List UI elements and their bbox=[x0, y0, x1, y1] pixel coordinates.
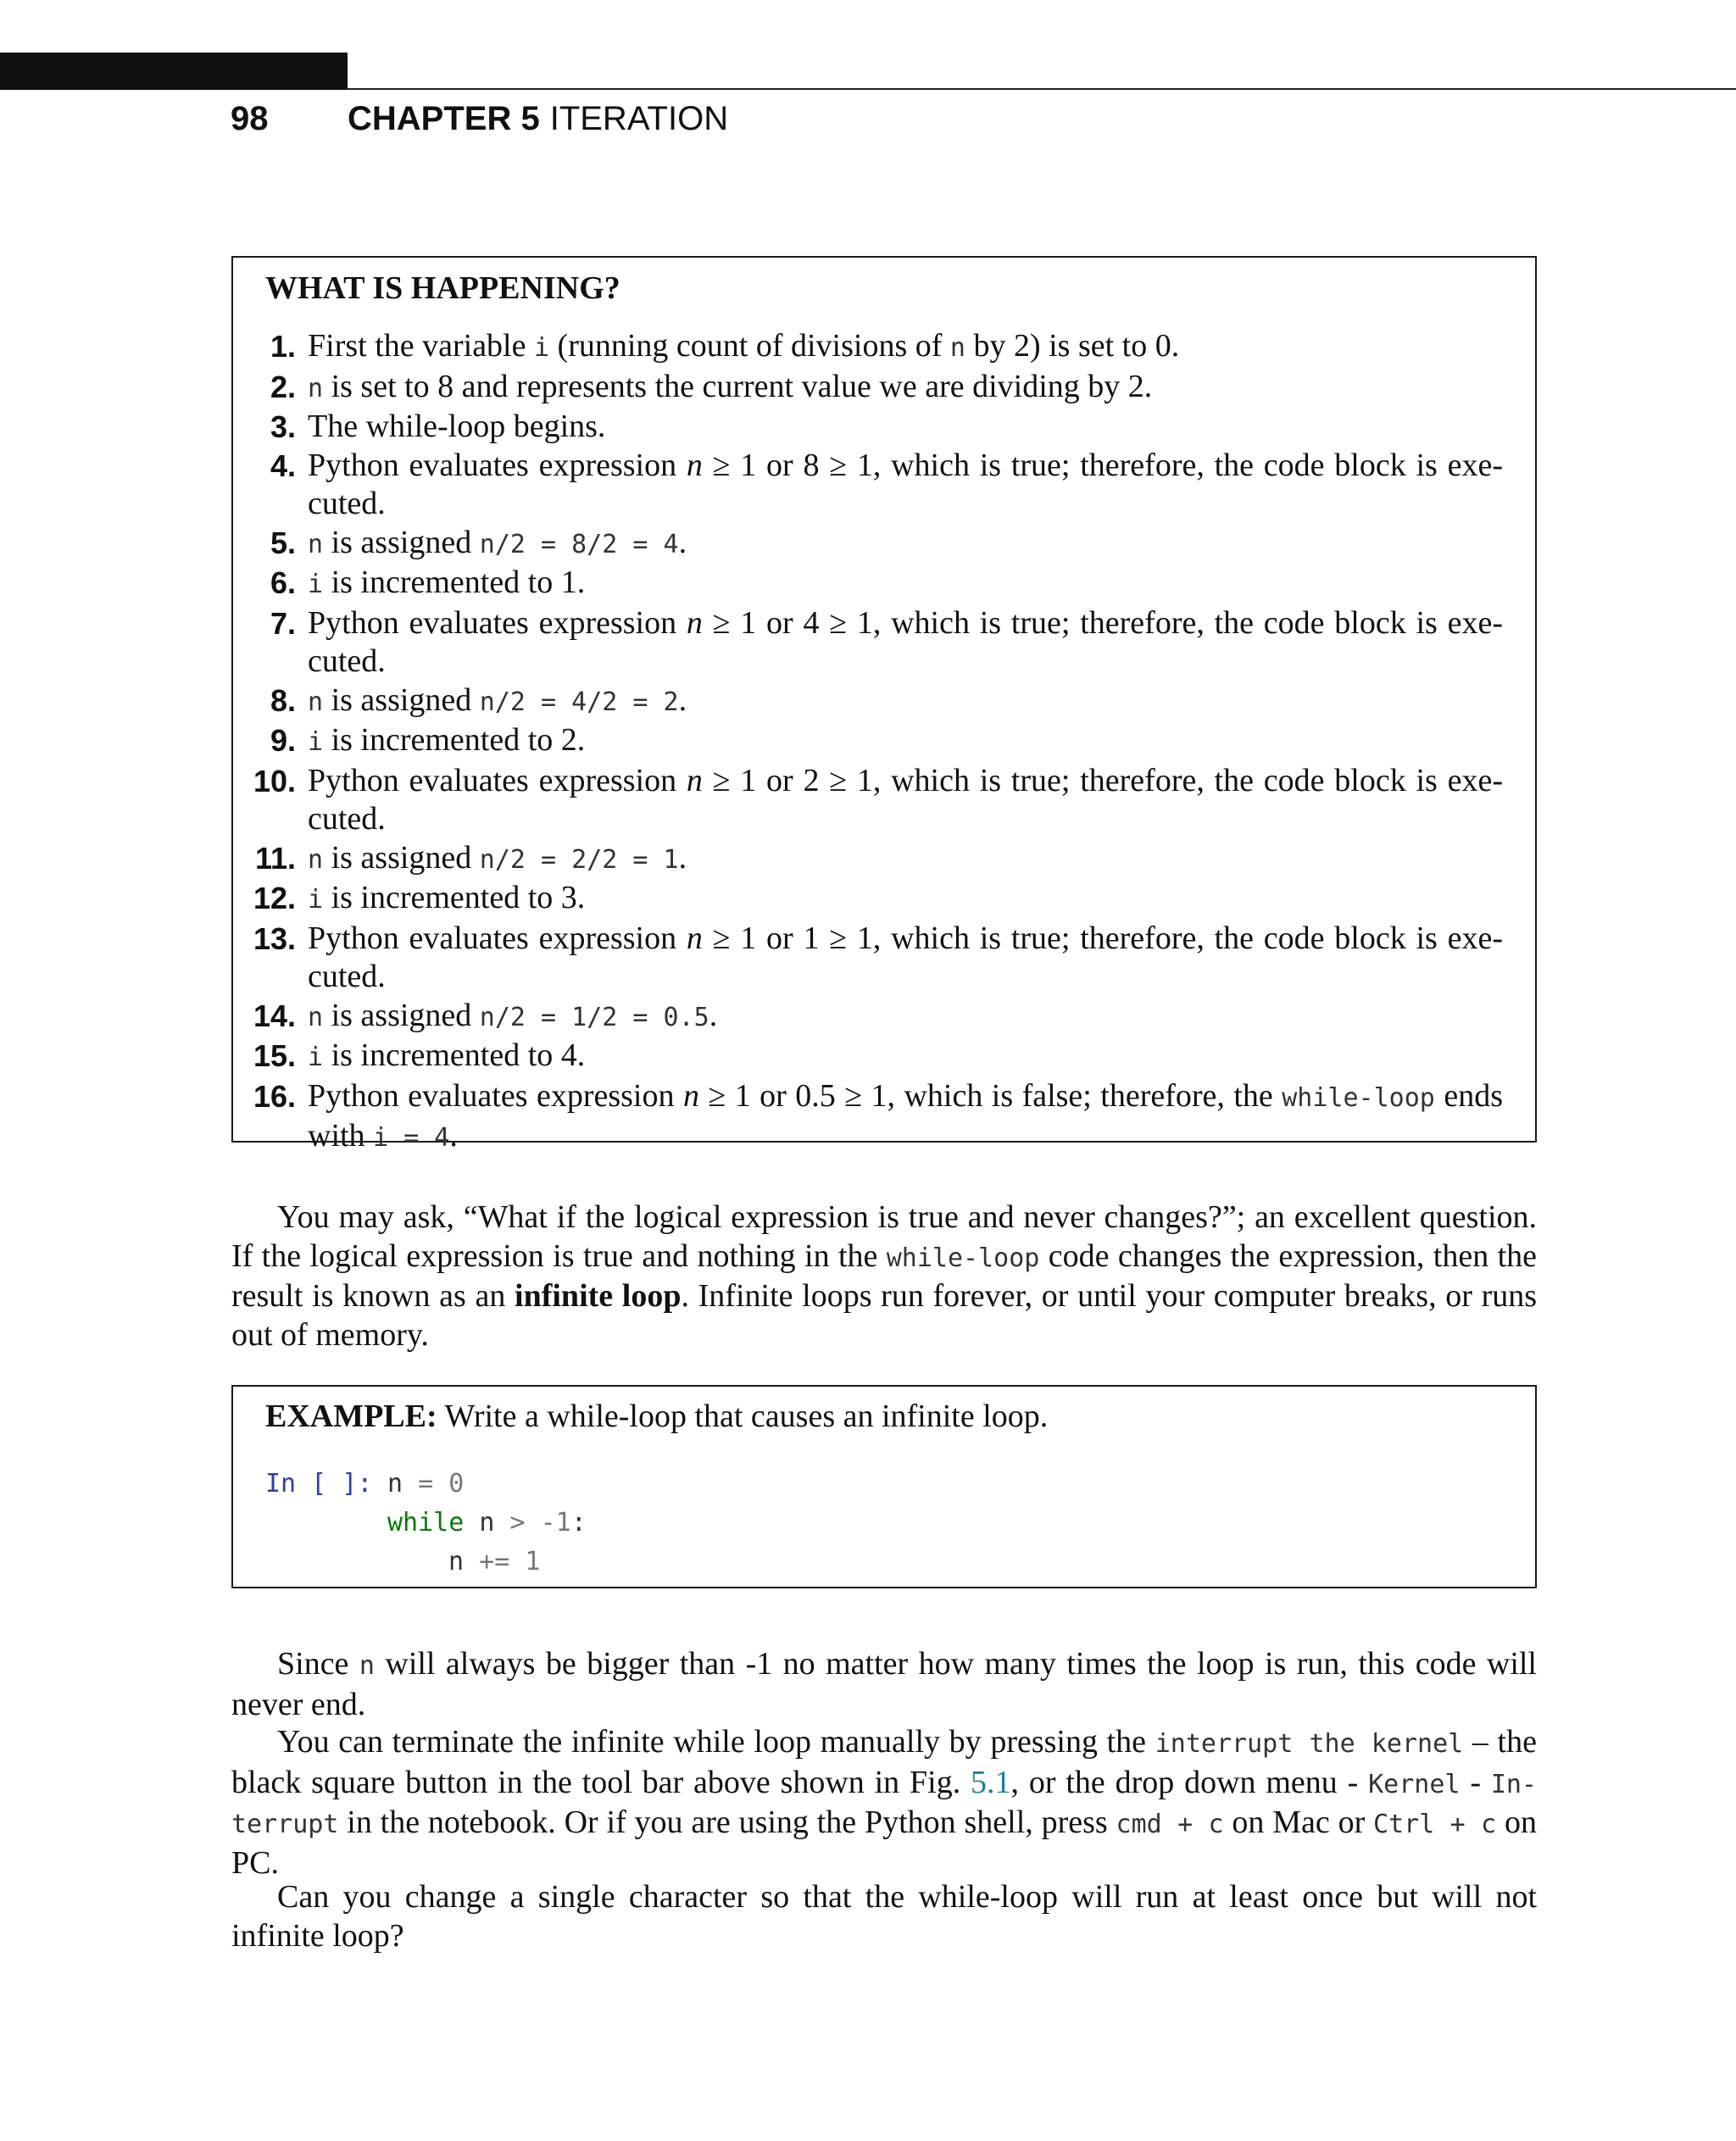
step-12: 12. i is incremented to 3. bbox=[253, 880, 586, 915]
since-n-paragraph: Since n will always be bigger than -1 no matter how many times the loop is run, this code will never end. bbox=[231, 1646, 1537, 1722]
page-number: 98 bbox=[231, 99, 269, 137]
figure-link[interactable]: 5.1 bbox=[971, 1764, 1011, 1800]
example-text: Write a while-loop that causes an infinite loop. bbox=[437, 1399, 1049, 1434]
step-11: 11. n is assigned n/2 = 2/2 = 1. bbox=[254, 839, 687, 876]
step-3: 3. The while-loop begins. bbox=[270, 409, 606, 444]
step-1: 1. First the variable i (running count of divisions of n by 2) is set to 0. bbox=[270, 328, 1180, 364]
infinite-loop-paragraph: You may ask, “What if the logical expression is true and never changes?”; an excellent question. If the logical expression is true and nothing in the while-loop code changes the expression, then the result is known as an infinite loop. Infinite loops run forever, or until your computer breaks, or runs out of memory. bbox=[231, 1199, 1538, 1353]
step-15: 15. i is incremented to 4. bbox=[253, 1037, 586, 1073]
header-black-bar bbox=[0, 53, 348, 90]
step-13: 13. Python evaluates expression n ≥ 1 or 1 ≥ 1, which is true; therefore, the code block is exe-cuted. bbox=[253, 920, 1503, 994]
code-line-1: In [ ]: n = 0 bbox=[265, 1465, 587, 1504]
chapter-label: CHAPTER 5 bbox=[348, 99, 540, 137]
code-cell bbox=[265, 1465, 587, 1582]
running-head bbox=[231, 95, 728, 142]
step-7: 7. Python evaluates expression n ≥ 1 or 4 ≥ 1, which is true; therefore, the code block is exe-cuted. bbox=[270, 604, 1503, 679]
step-8: 8. n is assigned n/2 = 4/2 = 2. bbox=[270, 681, 687, 718]
box-title: WHAT IS HAPPENING? bbox=[265, 270, 620, 306]
step-9: 9. i is incremented to 2. bbox=[270, 722, 586, 758]
step-16: 16. Python evaluates expression n ≥ 1 or 0.5 ≥ 1, which is false; therefore, the while-loop ends with i = 4. bbox=[253, 1077, 1503, 1154]
step-14: 14. n is assigned n/2 = 1/2 = 0.5. bbox=[253, 997, 718, 1033]
steps-list bbox=[233, 327, 1535, 1158]
step-2: 2. n is set to 8 and represents the current value we are dividing by 2. bbox=[270, 368, 1153, 404]
chapter-name: ITERATION bbox=[549, 99, 729, 137]
step-4: 4. Python evaluates expression n ≥ 1 or 8 ≥ 1, which is true; therefore, the code block is exe-cuted. bbox=[270, 447, 1503, 521]
step-5: 5. n is assigned n/2 = 8/2 = 4. bbox=[270, 524, 687, 560]
what-is-happening-box bbox=[231, 256, 1537, 1154]
step-6: 6. i is incremented to 1. bbox=[270, 564, 586, 600]
example-heading bbox=[265, 1397, 1048, 1436]
terminate-loop-paragraph: You can terminate the infinite while loop manually by pressing the interrupt the kernel – the black square button in the tool bar above shown in Fig. 5.1, or the drop down menu - Kernel - In-terrupt in the notebook. Or if you are using the Python shell, press cmd + c on Mac or Ctrl + c on PC. bbox=[231, 1724, 1538, 1881]
code-line-3: n += 1 bbox=[448, 1547, 541, 1577]
example-box bbox=[231, 1385, 1537, 1588]
cell-prompt: In [ ]: bbox=[265, 1469, 373, 1499]
question-paragraph: Can you change a single character so that the while-loop will run at least once but will not infinite loop? bbox=[231, 1879, 1537, 1954]
infinite-loop-term: infinite loop bbox=[515, 1278, 682, 1314]
code-line-2: while n > -1 : bbox=[387, 1508, 587, 1538]
step-10: 10. Python evaluates expression n ≥ 1 or 2 ≥ 1, which is true; therefore, the code block is exe-cuted. bbox=[253, 762, 1503, 837]
example-label: EXAMPLE: bbox=[265, 1399, 437, 1434]
header-rule bbox=[348, 88, 1736, 90]
